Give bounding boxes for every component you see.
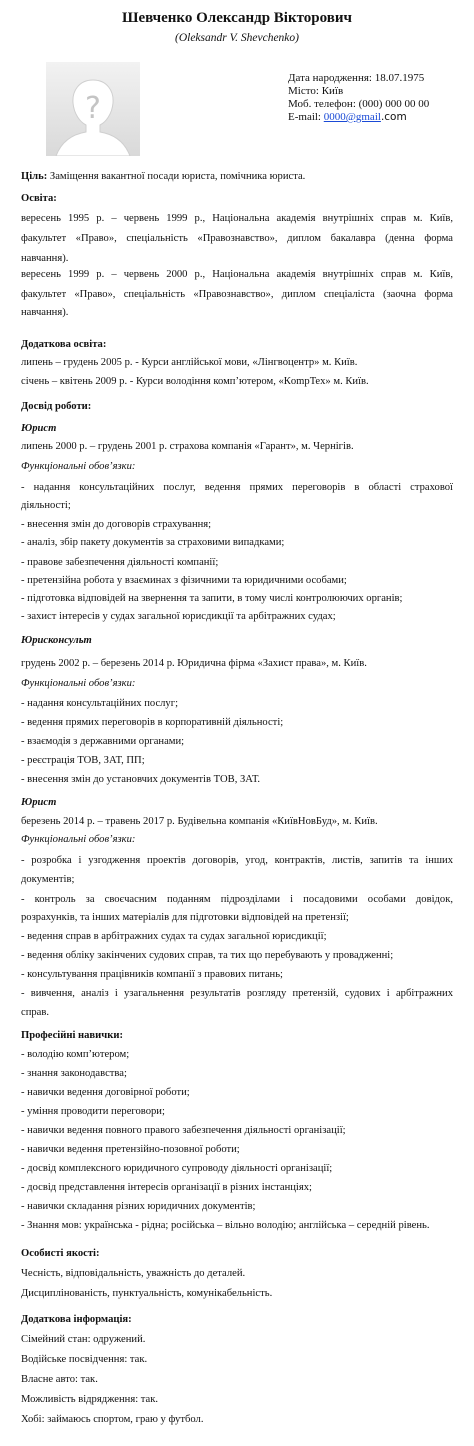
job-duty: - ведення прямих переговорів в корпоративній діяльності; bbox=[21, 717, 284, 728]
email-domain: .com bbox=[380, 111, 407, 123]
user-silhouette-icon bbox=[46, 62, 140, 156]
skill-item: - володію комп’ютером; bbox=[21, 1049, 130, 1060]
mobile-phone: Моб. телефон: (000) 000 00 00 bbox=[288, 98, 430, 110]
job-duty: - ведення обліку закінчених судових справ, та тих що перебувають у провадженні; bbox=[21, 950, 394, 961]
job-duty: - консультування працівників компанії з правових питань; bbox=[21, 969, 284, 980]
job-duty: - надання консультаційних послуг; bbox=[21, 698, 179, 709]
education-line: факультет «Право», спеціальність «Правознавство», диплом спеціаліста (заочна форма bbox=[21, 289, 453, 300]
job-duty: - контроль за своєчасним поданням підрозділами і посадовими особами довідок, bbox=[21, 894, 453, 905]
skill-item: - навички складання різних юридичних документів; bbox=[21, 1201, 256, 1212]
additional-item: Власне авто: так. bbox=[21, 1374, 98, 1385]
experience-heading: Досвід роботи: bbox=[21, 401, 92, 412]
skill-item: - знання законодавства; bbox=[21, 1068, 127, 1079]
education-line: навчання). bbox=[21, 307, 69, 318]
job-duties-label: Функціональні обов’язки: bbox=[21, 834, 136, 845]
job-position: Юрист bbox=[21, 423, 57, 434]
email-link[interactable]: 0000@gmail bbox=[323, 111, 381, 123]
additional-item: Можливість відрядження: так. bbox=[21, 1394, 159, 1405]
skill-item: - навички ведення договірної роботи; bbox=[21, 1087, 190, 1098]
job-position: Юрист bbox=[21, 797, 57, 808]
job-duty: - розробка і узгодження проектів договорів, угод, контрактів, листів, запитів та інших bbox=[21, 855, 453, 866]
extra-education-line: липень – грудень 2005 р. - Курси англійської мови, «Лінгвоцентр» м. Київ. bbox=[21, 357, 358, 368]
additional-item: Водійське посвідчення: так. bbox=[21, 1354, 148, 1365]
job-duty: - претензійна робота у взаєминах з фізичними та юридичними особами; bbox=[21, 575, 347, 586]
birth-date: Дата народження: 18.07.1975 bbox=[288, 72, 425, 84]
skill-item: - уміння проводити переговори; bbox=[21, 1106, 165, 1117]
education-line: вересень 1995 р. – червень 1999 р., Національна академія внутрішніх справ м. Київ, bbox=[21, 213, 453, 224]
job-duty: - внесення змін до договорів страхування; bbox=[21, 519, 212, 530]
email-row bbox=[288, 111, 407, 123]
additional-item: Хобі: займаюсь спортом, граю у футбол. bbox=[21, 1414, 204, 1425]
job-duty: - вивчення, аналіз і узагальнення результатів розгляду претензій, судових і арбітражних bbox=[21, 988, 453, 999]
skill-item: - навички ведення претензійно-позовної роботи; bbox=[21, 1144, 240, 1155]
job-duty: - підготовка відповідей на звернення та запити, в тому числі контролюючих органів; bbox=[21, 593, 403, 604]
job-duty: - взаємодія з державними органами; bbox=[21, 736, 185, 747]
skill-item: - досвід комплексного юридичного супроводу діяльності організації; bbox=[21, 1163, 333, 1174]
photo-placeholder bbox=[46, 62, 140, 156]
job-period: липень 2000 р. – грудень 2001 р. страхова компанія «Гарант», м. Чернігів. bbox=[21, 441, 354, 452]
extra-education-heading: Додаткова освіта: bbox=[21, 339, 107, 350]
goal-row bbox=[21, 170, 453, 184]
skill-item: - Знання мов: українська - рідна; російська – вільно володію; англійська – середній рівень. bbox=[21, 1220, 430, 1231]
job-duties-label: Функціональні обов’язки: bbox=[21, 461, 136, 472]
extra-education-line: січень – квітень 2009 р. - Курси володіння комп’ютером, «КompTex» м. Київ. bbox=[21, 376, 369, 387]
job-duty: - правове забезпечення діяльності компанії; bbox=[21, 557, 219, 568]
job-duty: діяльності; bbox=[21, 500, 71, 511]
job-duty: - реєстрація ТОВ, ЗАТ, ПП; bbox=[21, 755, 145, 766]
job-duty: - внесення змін до установчих документів ТОВ, ЗАТ. bbox=[21, 774, 261, 785]
skill-item: - навички ведення повного правого забезпечення діяльності організації; bbox=[21, 1125, 346, 1136]
education-line: навчання). bbox=[21, 253, 69, 264]
job-duty: документів; bbox=[21, 874, 75, 885]
resume-latin-name: (Oleksandr V. Shevchenko) bbox=[174, 32, 299, 44]
job-period: грудень 2002 р. – березень 2014 р. Юридична фірма «Захист права», м. Київ. bbox=[21, 658, 367, 669]
svg-text:?: ? bbox=[85, 91, 101, 126]
job-duty: розрахунків, та інших матеріалів для підготовки відповідей на претензії; bbox=[21, 912, 349, 923]
skill-item: - досвід представлення інтересів організації в різних інстанціях; bbox=[21, 1182, 312, 1193]
additional-item: Сімейний стан: одружений. bbox=[21, 1334, 146, 1345]
job-duty: - аналіз, збір пакету документів за страховими випадками; bbox=[21, 537, 285, 548]
skills-heading: Професійні навички: bbox=[21, 1030, 123, 1041]
job-duty: справ. bbox=[21, 1007, 50, 1018]
resume-name: Шевченко Олександр Вікторович bbox=[122, 10, 352, 26]
job-duties-label: Функціональні обов’язки: bbox=[21, 678, 136, 689]
education-line: факультет «Право», спеціальність «Правознавство», диплом бакалавра (денна форма bbox=[21, 233, 453, 244]
email-label: E-mail: bbox=[288, 111, 324, 123]
job-duty: - надання консультаційних послуг, ведення прямих переговорів в області страхової bbox=[21, 482, 453, 493]
goal-text: Заміщення вакантної посади юриста, помічника юриста. bbox=[47, 171, 306, 182]
education-line: вересень 1999 р. – червень 2000 р., Національна академія внутрішніх справ м. Київ, bbox=[21, 269, 453, 280]
job-duty: - захист інтересів у судах загальної юрисдикції та арбітражних судах; bbox=[21, 611, 336, 622]
job-period: березень 2014 р. – травень 2017 р. Будівельна компанія «КиївНовБуд», м. Київ. bbox=[21, 816, 378, 827]
additional-heading: Додаткова інформація: bbox=[21, 1314, 132, 1325]
quality-item: Чесність, відповідальність, уважність до деталей. bbox=[21, 1268, 246, 1279]
job-duty: - ведення справ в арбітражних судах та судах загальної юрисдикції; bbox=[21, 931, 327, 942]
qualities-heading: Особисті якості: bbox=[21, 1248, 100, 1259]
city: Місто: Київ bbox=[288, 85, 344, 97]
quality-item: Дисциплінованість, пунктуальність, комунікабельність. bbox=[21, 1288, 273, 1299]
job-position: Юрисконсульт bbox=[21, 635, 92, 646]
goal-label: Ціль: bbox=[21, 171, 48, 182]
education-heading: Освіта: bbox=[21, 193, 57, 204]
